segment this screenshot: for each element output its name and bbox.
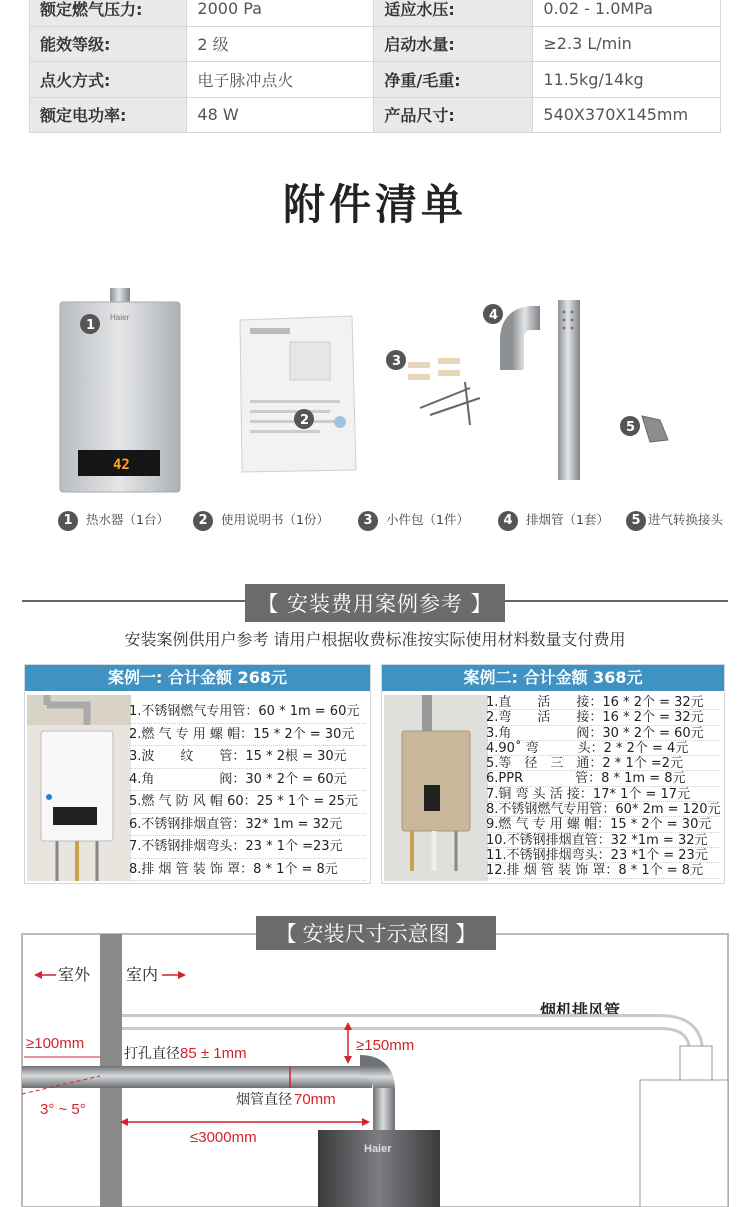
caption-1-num: 1 bbox=[58, 511, 78, 531]
label-slope: 3° ~ 5° bbox=[40, 1101, 86, 1118]
cost-item: 6.PPR 管：8 * 1m = 8元 bbox=[486, 771, 720, 786]
spec-row bbox=[30, 97, 721, 133]
accessories-illustration bbox=[0, 280, 750, 505]
cost-item: 12.排 烟 管 装 饰 罩：8 * 1个 = 8元 bbox=[486, 863, 720, 878]
label-flue-duct: 烟机排风管 bbox=[540, 1003, 621, 1020]
cost-item: 7.不锈钢排烟弯头：23 * 1个 =23元 bbox=[129, 836, 366, 859]
heater-display: 42 bbox=[113, 457, 130, 473]
cost-item: 8.排 烟 管 装 饰 罩：8 * 1个 = 8元 bbox=[129, 859, 366, 882]
marker-4-label: 4 bbox=[489, 308, 499, 323]
label-hole-title: 打孔直径 bbox=[124, 1045, 180, 1061]
cost-item: 2.燃 气 专 用 螺 帽：15 * 2个 = 30元 bbox=[129, 724, 366, 747]
spec-value: 电子脉冲点火 bbox=[187, 62, 374, 98]
case-2-photo bbox=[384, 695, 488, 881]
caption-2 bbox=[193, 510, 329, 531]
cost-item: 11.不锈钢排烟弯头：23 *1个 = 23元 bbox=[486, 848, 720, 863]
label-pipe-title: 烟管直径 bbox=[236, 1091, 292, 1107]
label-hole-value: 85 ± 1mm bbox=[180, 1045, 247, 1062]
dimension-header: 【 安装尺寸示意图 】 bbox=[275, 923, 477, 946]
spec-row bbox=[30, 62, 721, 98]
spec-value: 11.5kg/14kg bbox=[533, 62, 721, 98]
case-1-box bbox=[24, 664, 371, 884]
cost-item: 2.弯 活 接：16 * 2个 = 32元 bbox=[486, 710, 720, 725]
install-dimension-diagram bbox=[0, 900, 750, 1207]
cost-item: 10.不锈钢排烟直管：32 *1m = 32元 bbox=[486, 833, 720, 848]
spec-value: 540X370X145mm bbox=[533, 97, 721, 133]
label-min-150: ≥150mm bbox=[356, 1037, 415, 1054]
case-1-photo bbox=[27, 695, 131, 881]
label-max-3000: ≤3000mm bbox=[190, 1129, 257, 1146]
spec-key: 净重/毛重: bbox=[374, 62, 533, 98]
small-parts-image bbox=[408, 358, 480, 425]
caption-3-num: 3 bbox=[358, 511, 378, 531]
label-pipe-value: 70mm bbox=[294, 1091, 336, 1108]
spec-value: 2 级 bbox=[187, 26, 374, 62]
spec-table bbox=[29, 0, 721, 133]
caption-3-label: 小件包（1件） bbox=[386, 512, 469, 527]
spec-value: 0.02 - 1.0MPa bbox=[533, 0, 721, 26]
spec-value: ≥2.3 L/min bbox=[533, 26, 721, 62]
diagram-heater-brand: Haier bbox=[364, 1143, 392, 1155]
spec-key: 额定电功率: bbox=[30, 97, 187, 133]
cost-item: 4.角 阀：30 * 2个 = 60元 bbox=[129, 769, 366, 792]
spec-key: 启动水量: bbox=[374, 26, 533, 62]
spec-key: 额定燃气压力: bbox=[30, 0, 187, 26]
connector-image bbox=[642, 416, 668, 442]
cost-item: 4.90˚ 弯 头：2 * 2个 = 4元 bbox=[486, 741, 720, 756]
cost-item: 7.铜 弯 头 活 接：17* 1个 = 17元 bbox=[486, 787, 720, 802]
flue-pipe-image bbox=[512, 300, 580, 480]
cost-item: 6.不锈钢排烟直管：32* 1m = 32元 bbox=[129, 814, 366, 837]
caption-4 bbox=[498, 510, 609, 531]
water-heater-image bbox=[60, 288, 180, 492]
caption-5-num: 5 bbox=[626, 511, 646, 531]
cost-item: 5.燃 气 防 风 帽 60：25 * 1个 = 25元 bbox=[129, 791, 366, 814]
spec-row bbox=[30, 0, 721, 26]
marker-1-label: 1 bbox=[86, 318, 96, 333]
install-cost-header-text: 【 安装费用案例参考 】 bbox=[245, 584, 504, 622]
spec-key: 适应水压: bbox=[374, 0, 533, 26]
install-cost-note: 安装案例供用户参考 请用户根据收费标准按实际使用材料数量支付费用 bbox=[124, 630, 626, 649]
caption-4-label: 排烟管（1套） bbox=[526, 512, 609, 527]
heater-brand: Haier bbox=[110, 313, 130, 322]
spec-key: 能效等级: bbox=[30, 26, 187, 62]
marker-5-label: 5 bbox=[626, 420, 636, 435]
caption-4-num: 4 bbox=[498, 511, 518, 531]
caption-1-label: 热水器（1台） bbox=[86, 512, 169, 527]
caption-5 bbox=[626, 510, 723, 531]
spec-key: 点火方式: bbox=[30, 62, 187, 98]
spec-key: 产品尺寸: bbox=[374, 97, 533, 133]
caption-1 bbox=[58, 510, 169, 531]
marker-2-label: 2 bbox=[300, 413, 310, 428]
manual-image bbox=[240, 316, 356, 472]
case-1-items bbox=[129, 701, 366, 881]
caption-5-label: 进气转换接头 bbox=[648, 512, 724, 527]
label-min-100: ≥100mm bbox=[26, 1035, 85, 1052]
cost-item: 1.直 活 接：16 * 2个 = 32元 bbox=[486, 695, 720, 710]
cost-item: 1.不锈钢燃气专用管：60 * 1m = 60元 bbox=[129, 701, 366, 724]
cost-item: 5.等 径 三 通：2 * 1个 =2元 bbox=[486, 756, 720, 771]
cost-item: 3.角 阀：30 * 2个 = 60元 bbox=[486, 726, 720, 741]
case-2-box bbox=[381, 664, 725, 884]
label-outdoor: 室外 bbox=[58, 967, 91, 984]
install-cost-header bbox=[0, 584, 750, 622]
cost-item: 3.波 纹 管：15 * 2根 = 30元 bbox=[129, 746, 366, 769]
spec-row bbox=[30, 26, 721, 62]
spec-value: 2000 Pa bbox=[187, 0, 374, 26]
accessory-captions bbox=[58, 510, 748, 534]
case-1-title: 案例一: 合计金额 268元 bbox=[25, 665, 370, 691]
spec-value: 48 W bbox=[187, 97, 374, 133]
caption-2-num: 2 bbox=[193, 511, 213, 531]
cost-item: 8.不锈钢燃气专用管：60* 2m = 120元 bbox=[486, 802, 721, 818]
caption-3 bbox=[358, 510, 469, 531]
cost-item: 9.燃 气 专 用 螺 帽：15 * 2个 = 30元 bbox=[486, 817, 720, 832]
accessories-title: 附件清单 bbox=[282, 180, 467, 229]
marker-3-label: 3 bbox=[392, 354, 402, 369]
caption-2-label: 使用说明书（1份） bbox=[221, 512, 329, 527]
label-indoor: 室内 bbox=[126, 967, 159, 984]
case-2-title: 案例二: 合计金额 368元 bbox=[382, 665, 724, 691]
case-2-items bbox=[486, 695, 720, 879]
